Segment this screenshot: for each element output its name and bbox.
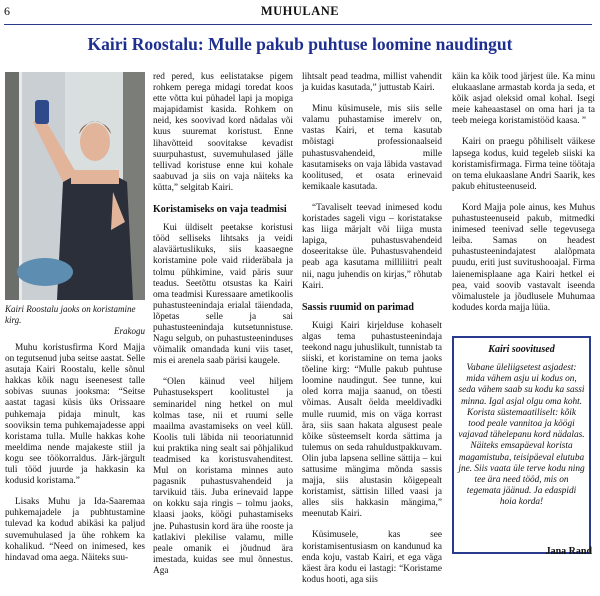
paragraph: red pered, kus eelistatakse pigem rohkem perega midagi toredat koos ette võtta kui pühadel lapi ja mopiga majapidamist kasida. Rohkem on neid, kes soovivad kord nädalas või kuus suuremat koristust. Enne lihavõtteid soovitakse kevadist suurpuhastust, suvemuhulased jälle tellivad koristuse enne kui kohale saabuvad ja siis on vaja näiteks ka kütta,” selgitab Kairi.	[153, 72, 293, 193]
publication-name: MUHULANE	[260, 4, 340, 18]
article-column-1	[5, 343, 145, 574]
paragraph: Kord Majja pole ainus, kes Muhus puhastusteenuseid pakub, mitmedki inimesed teenivad selle tegevusega leiba. Samas on headest puhastusteenindajatest alalõpmata puudu, eriti just suvitushooajal. Firma laienemisplaane aga Kairi hetkel ei pea, vaid soovib vastavalt iseenda võimalustele ja jõudlusele Muhumaa kodudes korda majja lüüa.	[452, 202, 595, 313]
paragraph: “Tavaliselt teevad inimesed kodu koristades sageli vigu – koristatakse kas liiga märjalt või liiga musta lapiga, puhastusvahendeid doseeritakse üle. Puhastusvahendeid peab aga kasutama milliliitri pealt nii, nagu juhendis on kirjas,” rõhutab Kairi.	[302, 202, 442, 291]
portrait-photo	[5, 72, 145, 300]
paragraph: käin ka kõik tood järjest üle. Ka minu elukaaslane armastab korda ja seda, et kõik asjad oleksid omal kohal. Isegi meie kaheaastasel on oma hari ja ta teeb meiega koristamistööd kaasa. ”	[452, 72, 595, 127]
article-column-4	[452, 72, 595, 324]
sidebar-body: Vabane üleliigsetest asjadest: mida vähem asju ui kodus on, seda vähem saab su kodu ka sassi minna. Igal asjal olgu oma koht. Korista süstemaatiliselt: kõik tood peale vannitoa ja köögi vajavad tähelepanu kord nädalas. Näiteks emsapäeval korista magamistuba, teisipäeval elutuba jne. Siis vaata üle terve kodu ning tee ära need tööd, mis on tegemata jäänud. Ja edaspidi hoia korda!	[458, 363, 585, 508]
paragraph: “Olen käinud veel hiljem Puhastusekspert koolitustel ja seminaridel ning hetkel on mul kolmas tase, nii et ruumi selle maailma avastamiseks on veel küll. Koolis tuli läbida nii teooriatunnid kui praktika ning sealt sai põhjalikud teadmised ka koristusvahenditest. Mul on koristama minnes auto pagasnik puhastusvahendeid ja tarvikuid täis. Juba erinevaid lappe on kokku saja ringis – tolmu jaoks, klaasi jaoks, köögi puhastamiseks jne. Puhastusin kord ära ühe rooste ja katlakivi plekilise valamu, mille peale omanik ei jõudnud ära imestada, kuidas see mul õnnestus. Aga	[153, 377, 293, 576]
paragraph: Kuigi Kairi kirjelduse kohaselt algas tema puhastusteenindaja teekond nagu juhuslikult, tunnistab ta siiski, et koristamine on tema jaoks tõeline kirg: “Mulle pakub puhtuse loomine naudingut. See tunne, kui oled korra majja saanud, on tõesti võimas. Ausalt öelda meeldivadki mulle ruumid, mis on väga korrast ära, siis saan hakata algusest peale kõike süsteemselt korda sättima ja tulemus on seda rahuldustpakkuvam. Olin juba lapsena selline sättija – kui sattusime mängima mõnda sassis majja, siis alustasin kõigepealt koristamist, sättisin lilled vaasi ja alles siis hakkasin mängima,” meenutab Kairi.	[302, 320, 442, 520]
article-column-3	[302, 72, 442, 596]
paragraph: Minu küsimusele, mis siis selle valamu puhastamise imerelv on, vastas Kairi, et tema kasutab mõistagi professionaalseid puhastusvahendeid, mille kasutamiseks on vaja läbida vastavad koolitused, et osata erinevaid kemikaale kasutada.	[302, 104, 442, 192]
header-rule	[4, 24, 592, 25]
paragraph: lihtsalt pead teadma, millist vahendit ja kuidas kasutada,” juttustab Kairi.	[302, 72, 442, 94]
sidebar-title: Kairi soovitused	[488, 344, 555, 355]
paragraph: Kairi on praegu põhiliselt väikese lapsega kodus, kuid tegeleb siiski ka koristamisfirmaga. Firma teine töötaja on tema elukaaslane Andri Saarik, kes pakub ehitusteenuseid.	[452, 137, 595, 192]
paragraph: Muhu koristusfirma Kord Majja on tegutsenud juba seitse aastat. Selle asutaja Kairi Roostalu, kelle sõnul hakkas kõik nagu iseenesest talle sobivas suunas jooksma: “Seitse aastat tagasi küsis üks Orissaare puhkemaja pidaja minult, kas sooviksin tema puhkemajadesse appi koristama tulla. Mulle hakkas kohe meeldima nende majakeste stiil ja kogu see töökorraldus. Järk-järgult tuli tööd juurde ja hakkasin ka kodusid koristama.”	[5, 343, 145, 487]
author-byline: Jana Rand	[545, 546, 592, 557]
paragraph: Lisaks Muhu ja Ida-Saaremaa puhkemajadele ja pubhtustamine tulevad ka kodud abikäsi ka paljud suvemuhulased ja ühe rohkem ka kohalikud. “Need on inimesed, kes hindavad oma aega. Näiteks suu-	[5, 497, 145, 563]
paragraph: Kui üldiselt peetakse koristusi tööd selliseks lihtsaks ja veidi alaväärtuslikuks, siis kaasaegne koristamine pole vaid riideräbala ja tolmu pühkimine, vaid päris suur teadus. Seetõttu otsustas ka Kairi oma teadmisi Kuressaare ametikoolis puhastusteenindaja erialal täiendada, lõpetas selle ja sai puhastusteenindaja kutsetunnistuse. Nagu selgub, on puhastusteeninduses võimalik omandada kuni viis taset, mis ei arenela saab pärisi kaugele.	[153, 223, 293, 367]
article-headline: Kairi Roostalu: Mulle pakub puhtuse loomine naudingut	[87, 34, 513, 54]
page-header	[0, 4, 600, 22]
paragraph: Küsimusele, kas see koristamisentusiasm on kandunud ka enda koju, vastab Kairi, et ega väga käest ära kodu ei lastagi: “Koristame kodus hooti, aga siis	[302, 530, 442, 585]
article-column-2	[153, 72, 293, 587]
tips-sidebar-box	[452, 336, 591, 554]
subheading: Sassis ruumid on parimad	[302, 301, 414, 313]
subheading: Koristamiseks on vaja teadmisi	[153, 204, 287, 216]
photo-illustration	[5, 72, 145, 300]
photo-caption: Kairi Roostalu jaoks on koristamine kirg.	[5, 304, 136, 325]
page-number: 6	[4, 4, 10, 18]
photo-credit: Erakogu	[114, 326, 145, 336]
